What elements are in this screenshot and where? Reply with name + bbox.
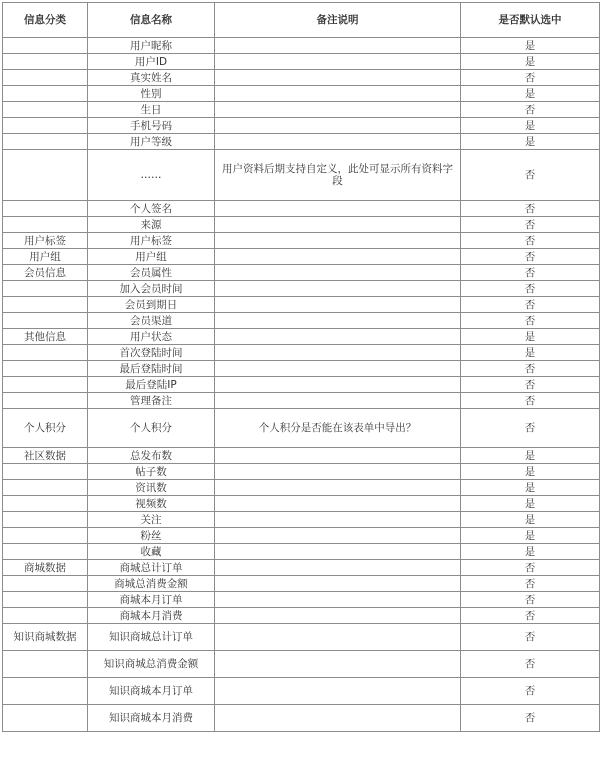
note-cell	[215, 201, 461, 217]
category-cell: 会员信息	[3, 265, 88, 281]
name-cell: 商城总计订单	[88, 560, 215, 576]
note-cell	[215, 624, 461, 651]
name-cell: 资讯数	[88, 480, 215, 496]
table-row	[3, 377, 600, 393]
name-cell: 用户昵称	[88, 38, 215, 54]
note-cell	[215, 480, 461, 496]
default-cell: 否	[461, 201, 600, 217]
note-cell	[215, 118, 461, 134]
table-row	[3, 313, 600, 329]
category-cell	[3, 576, 88, 592]
note-cell: 用户资料后期支持自定义，此处可显示所有资料字段	[215, 150, 461, 201]
table-row	[3, 624, 600, 651]
note-cell	[215, 448, 461, 464]
name-cell: 商城本月订单	[88, 592, 215, 608]
name-cell: 会员属性	[88, 265, 215, 281]
default-cell: 否	[461, 265, 600, 281]
category-cell	[3, 544, 88, 560]
name-cell: 个人签名	[88, 201, 215, 217]
category-cell	[3, 150, 88, 201]
default-cell: 否	[461, 297, 600, 313]
name-cell: 商城本月消费	[88, 608, 215, 624]
default-cell: 是	[461, 54, 600, 70]
default-cell: 否	[461, 393, 600, 409]
default-cell: 是	[461, 86, 600, 102]
name-cell: 帖子数	[88, 464, 215, 480]
table-row	[3, 544, 600, 560]
header-note: 备注说明	[215, 3, 461, 38]
category-cell	[3, 86, 88, 102]
default-cell: 是	[461, 134, 600, 150]
note-cell	[215, 345, 461, 361]
category-cell	[3, 678, 88, 705]
note-cell	[215, 297, 461, 313]
table-row	[3, 134, 600, 150]
table-row	[3, 118, 600, 134]
note-cell	[215, 560, 461, 576]
note-cell	[215, 54, 461, 70]
note-cell	[215, 361, 461, 377]
note-cell	[215, 576, 461, 592]
default-cell: 否	[461, 560, 600, 576]
name-cell: 知识商城本月订单	[88, 678, 215, 705]
category-cell	[3, 118, 88, 134]
note-cell	[215, 377, 461, 393]
table-row	[3, 393, 600, 409]
name-cell: 个人积分	[88, 409, 215, 448]
category-cell	[3, 496, 88, 512]
table-row	[3, 592, 600, 608]
category-cell	[3, 705, 88, 732]
name-cell: 用户状态	[88, 329, 215, 345]
default-cell: 否	[461, 150, 600, 201]
name-cell: 关注	[88, 512, 215, 528]
category-cell	[3, 528, 88, 544]
category-cell	[3, 592, 88, 608]
note-cell	[215, 329, 461, 345]
default-cell: 是	[461, 496, 600, 512]
name-cell: 会员渠道	[88, 313, 215, 329]
note-cell	[215, 86, 461, 102]
note-cell	[215, 70, 461, 86]
name-cell: 用户ID	[88, 54, 215, 70]
category-cell	[3, 217, 88, 233]
table-row	[3, 448, 600, 464]
default-cell: 否	[461, 313, 600, 329]
note-cell	[215, 651, 461, 678]
note-cell	[215, 678, 461, 705]
category-cell	[3, 134, 88, 150]
default-cell: 是	[461, 329, 600, 345]
table-row	[3, 329, 600, 345]
default-cell: 是	[461, 544, 600, 560]
default-cell: 是	[461, 38, 600, 54]
note-cell	[215, 464, 461, 480]
default-cell: 否	[461, 102, 600, 118]
default-cell: 是	[461, 480, 600, 496]
name-cell: 用户等级	[88, 134, 215, 150]
table-row	[3, 651, 600, 678]
table-row	[3, 496, 600, 512]
table-row	[3, 576, 600, 592]
category-cell	[3, 102, 88, 118]
table-row	[3, 560, 600, 576]
table-row	[3, 150, 600, 201]
category-cell	[3, 393, 88, 409]
category-cell	[3, 297, 88, 313]
category-cell	[3, 480, 88, 496]
category-cell	[3, 54, 88, 70]
default-cell: 否	[461, 377, 600, 393]
table-row	[3, 705, 600, 732]
category-cell	[3, 512, 88, 528]
note-cell	[215, 313, 461, 329]
name-cell: 加入会员时间	[88, 281, 215, 297]
note-cell	[215, 265, 461, 281]
name-cell: 粉丝	[88, 528, 215, 544]
name-cell: 最后登陆IP	[88, 377, 215, 393]
name-cell: 性别	[88, 86, 215, 102]
header-row	[3, 3, 600, 38]
category-cell	[3, 201, 88, 217]
category-cell	[3, 464, 88, 480]
table-row	[3, 361, 600, 377]
table-row	[3, 345, 600, 361]
name-cell: 最后登陆时间	[88, 361, 215, 377]
category-cell	[3, 313, 88, 329]
note-cell	[215, 592, 461, 608]
note-cell	[215, 102, 461, 118]
default-cell: 否	[461, 233, 600, 249]
default-cell: 否	[461, 281, 600, 297]
note-cell	[215, 608, 461, 624]
category-cell	[3, 281, 88, 297]
category-cell	[3, 361, 88, 377]
name-cell: 知识商城总计订单	[88, 624, 215, 651]
table-row	[3, 217, 600, 233]
table-row	[3, 86, 600, 102]
header-category: 信息分类	[3, 3, 88, 38]
table-row	[3, 608, 600, 624]
note-cell	[215, 281, 461, 297]
category-cell: 其他信息	[3, 329, 88, 345]
category-cell: 个人积分	[3, 409, 88, 448]
table-row	[3, 102, 600, 118]
table-row	[3, 409, 600, 448]
category-cell: 商城数据	[3, 560, 88, 576]
note-cell	[215, 512, 461, 528]
default-cell: 是	[461, 464, 600, 480]
default-cell: 否	[461, 70, 600, 86]
table-row	[3, 480, 600, 496]
default-cell: 是	[461, 512, 600, 528]
note-cell	[215, 528, 461, 544]
default-cell: 是	[461, 118, 600, 134]
name-cell: ……	[88, 150, 215, 201]
note-cell: 个人积分是否能在该表单中导出？	[215, 409, 461, 448]
table-row	[3, 678, 600, 705]
name-cell: 来源	[88, 217, 215, 233]
table-row	[3, 265, 600, 281]
note-cell	[215, 496, 461, 512]
note-cell	[215, 233, 461, 249]
note-cell	[215, 38, 461, 54]
default-cell: 否	[461, 678, 600, 705]
name-cell: 收藏	[88, 544, 215, 560]
name-cell: 管理备注	[88, 393, 215, 409]
default-cell: 否	[461, 576, 600, 592]
category-cell: 知识商城数据	[3, 624, 88, 651]
name-cell: 生日	[88, 102, 215, 118]
default-cell: 否	[461, 217, 600, 233]
default-cell: 否	[461, 249, 600, 265]
category-cell	[3, 345, 88, 361]
note-cell	[215, 544, 461, 560]
name-cell: 用户标签	[88, 233, 215, 249]
table-body	[3, 38, 600, 732]
note-cell	[215, 217, 461, 233]
table-row	[3, 70, 600, 86]
table-row	[3, 249, 600, 265]
name-cell: 视频数	[88, 496, 215, 512]
note-cell	[215, 393, 461, 409]
default-cell: 是	[461, 448, 600, 464]
table-row	[3, 54, 600, 70]
name-cell: 真实姓名	[88, 70, 215, 86]
category-cell: 用户组	[3, 249, 88, 265]
header-default-selected: 是否默认选中	[461, 3, 600, 38]
table-row	[3, 528, 600, 544]
table-row	[3, 464, 600, 480]
name-cell: 首次登陆时间	[88, 345, 215, 361]
category-cell	[3, 70, 88, 86]
category-cell: 用户标签	[3, 233, 88, 249]
default-cell: 否	[461, 409, 600, 448]
table-row	[3, 281, 600, 297]
category-cell: 社区数据	[3, 448, 88, 464]
default-cell: 否	[461, 608, 600, 624]
info-field-table	[2, 2, 600, 732]
table-row	[3, 297, 600, 313]
name-cell: 会员到期日	[88, 297, 215, 313]
note-cell	[215, 705, 461, 732]
name-cell: 知识商城本月消费	[88, 705, 215, 732]
default-cell: 是	[461, 345, 600, 361]
category-cell	[3, 38, 88, 54]
table-row	[3, 38, 600, 54]
default-cell: 否	[461, 705, 600, 732]
default-cell: 否	[461, 624, 600, 651]
name-cell: 用户组	[88, 249, 215, 265]
default-cell: 否	[461, 592, 600, 608]
name-cell: 商城总消费金额	[88, 576, 215, 592]
category-cell	[3, 377, 88, 393]
table-row	[3, 201, 600, 217]
category-cell	[3, 608, 88, 624]
header-name: 信息名称	[88, 3, 215, 38]
default-cell: 否	[461, 361, 600, 377]
table-row	[3, 512, 600, 528]
default-cell: 是	[461, 528, 600, 544]
name-cell: 总发布数	[88, 448, 215, 464]
table-row	[3, 233, 600, 249]
note-cell	[215, 134, 461, 150]
note-cell	[215, 249, 461, 265]
default-cell: 否	[461, 651, 600, 678]
category-cell	[3, 651, 88, 678]
name-cell: 手机号码	[88, 118, 215, 134]
name-cell: 知识商城总消费金额	[88, 651, 215, 678]
